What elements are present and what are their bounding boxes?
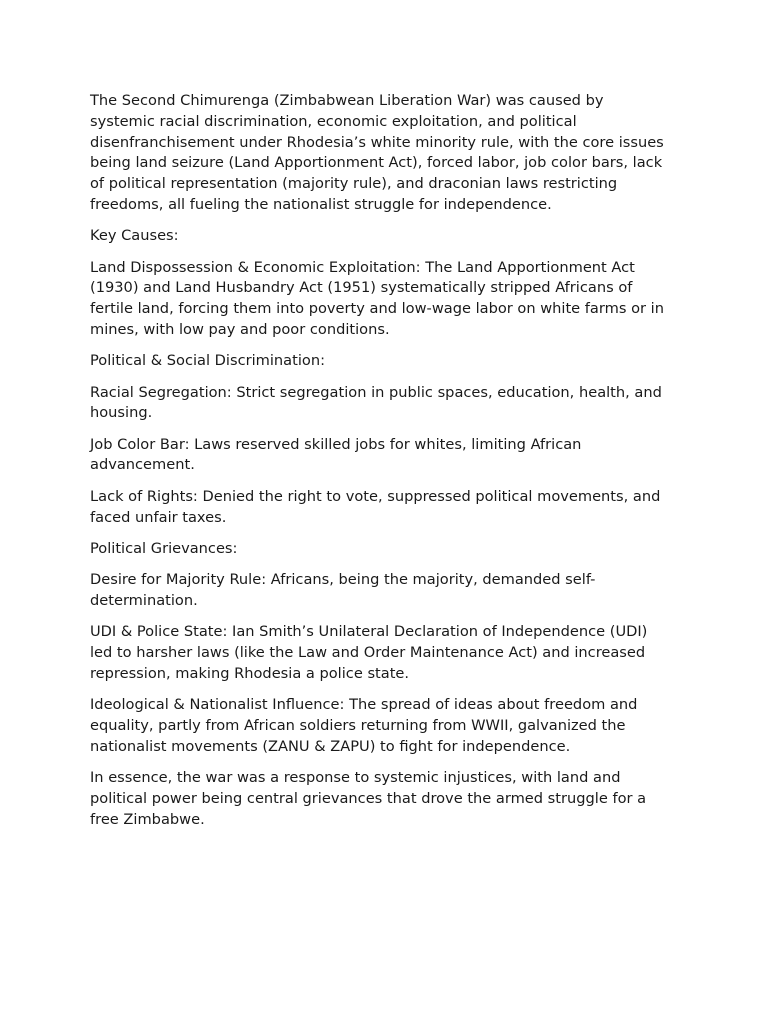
conclusion-paragraph: In essence, the war was a response to systemic injustices, with land and political power being central grievances that drove the armed struggle for a free Zimbabwe. [90, 769, 647, 828]
intro-paragraph: The Second Chimurenga (Zimbabwean Liberation War) was caused by systemic racial discrimination, economic exploitation, and political disenfranchisement under Rhodesia’s white minority rule, with the core issues being land seizure (Land Apportionment Act), forced labor, job color bars, lack of political representation (majority rule), and draconian laws restricting freedoms, all fueling the nationalist struggle for independence. [90, 92, 664, 213]
document-body [90, 91, 670, 841]
udi-police-state-paragraph: UDI & Police State: Ian Smith’s Unilateral Declaration of Independence (UDI) led to harsher laws (like the Law and Order Maintenance Act) and increased repression, making Rhodesia a police state. [90, 623, 648, 682]
ideological-influence-paragraph: Ideological & Nationalist Influence: The spread of ideas about freedom and equality, partly from African soldiers returning from WWII, galvanized the nationalist movements (ZANU & ZAPU) to fight for independence. [90, 696, 638, 755]
political-grievances-heading: Political Grievances: [90, 539, 238, 557]
lack-of-rights-paragraph: Lack of Rights: Denied the right to vote, suppressed political movements, and faced unfair taxes. [90, 487, 661, 526]
political-social-discrimination-heading: Political & Social Discrimination: [90, 352, 325, 370]
land-dispossession-paragraph: Land Dispossession & Economic Exploitation: The Land Apportionment Act (1930) and Land Husbandry Act (1951) systematically stripped Africans of fertile land, forcing them into poverty and low-wage labor on white farms or in mines, with low pay and poor conditions. [90, 258, 664, 338]
job-color-bar-paragraph: Job Color Bar: Laws reserved skilled jobs for whites, limiting African advancement. [90, 435, 582, 474]
key-causes-heading: Key Causes: [90, 227, 179, 245]
majority-rule-paragraph: Desire for Majority Rule: Africans, being the majority, demanded self-determination. [90, 571, 596, 609]
racial-segregation-paragraph: Racial Segregation: Strict segregation in public spaces, education, health, and housing. [90, 383, 662, 422]
